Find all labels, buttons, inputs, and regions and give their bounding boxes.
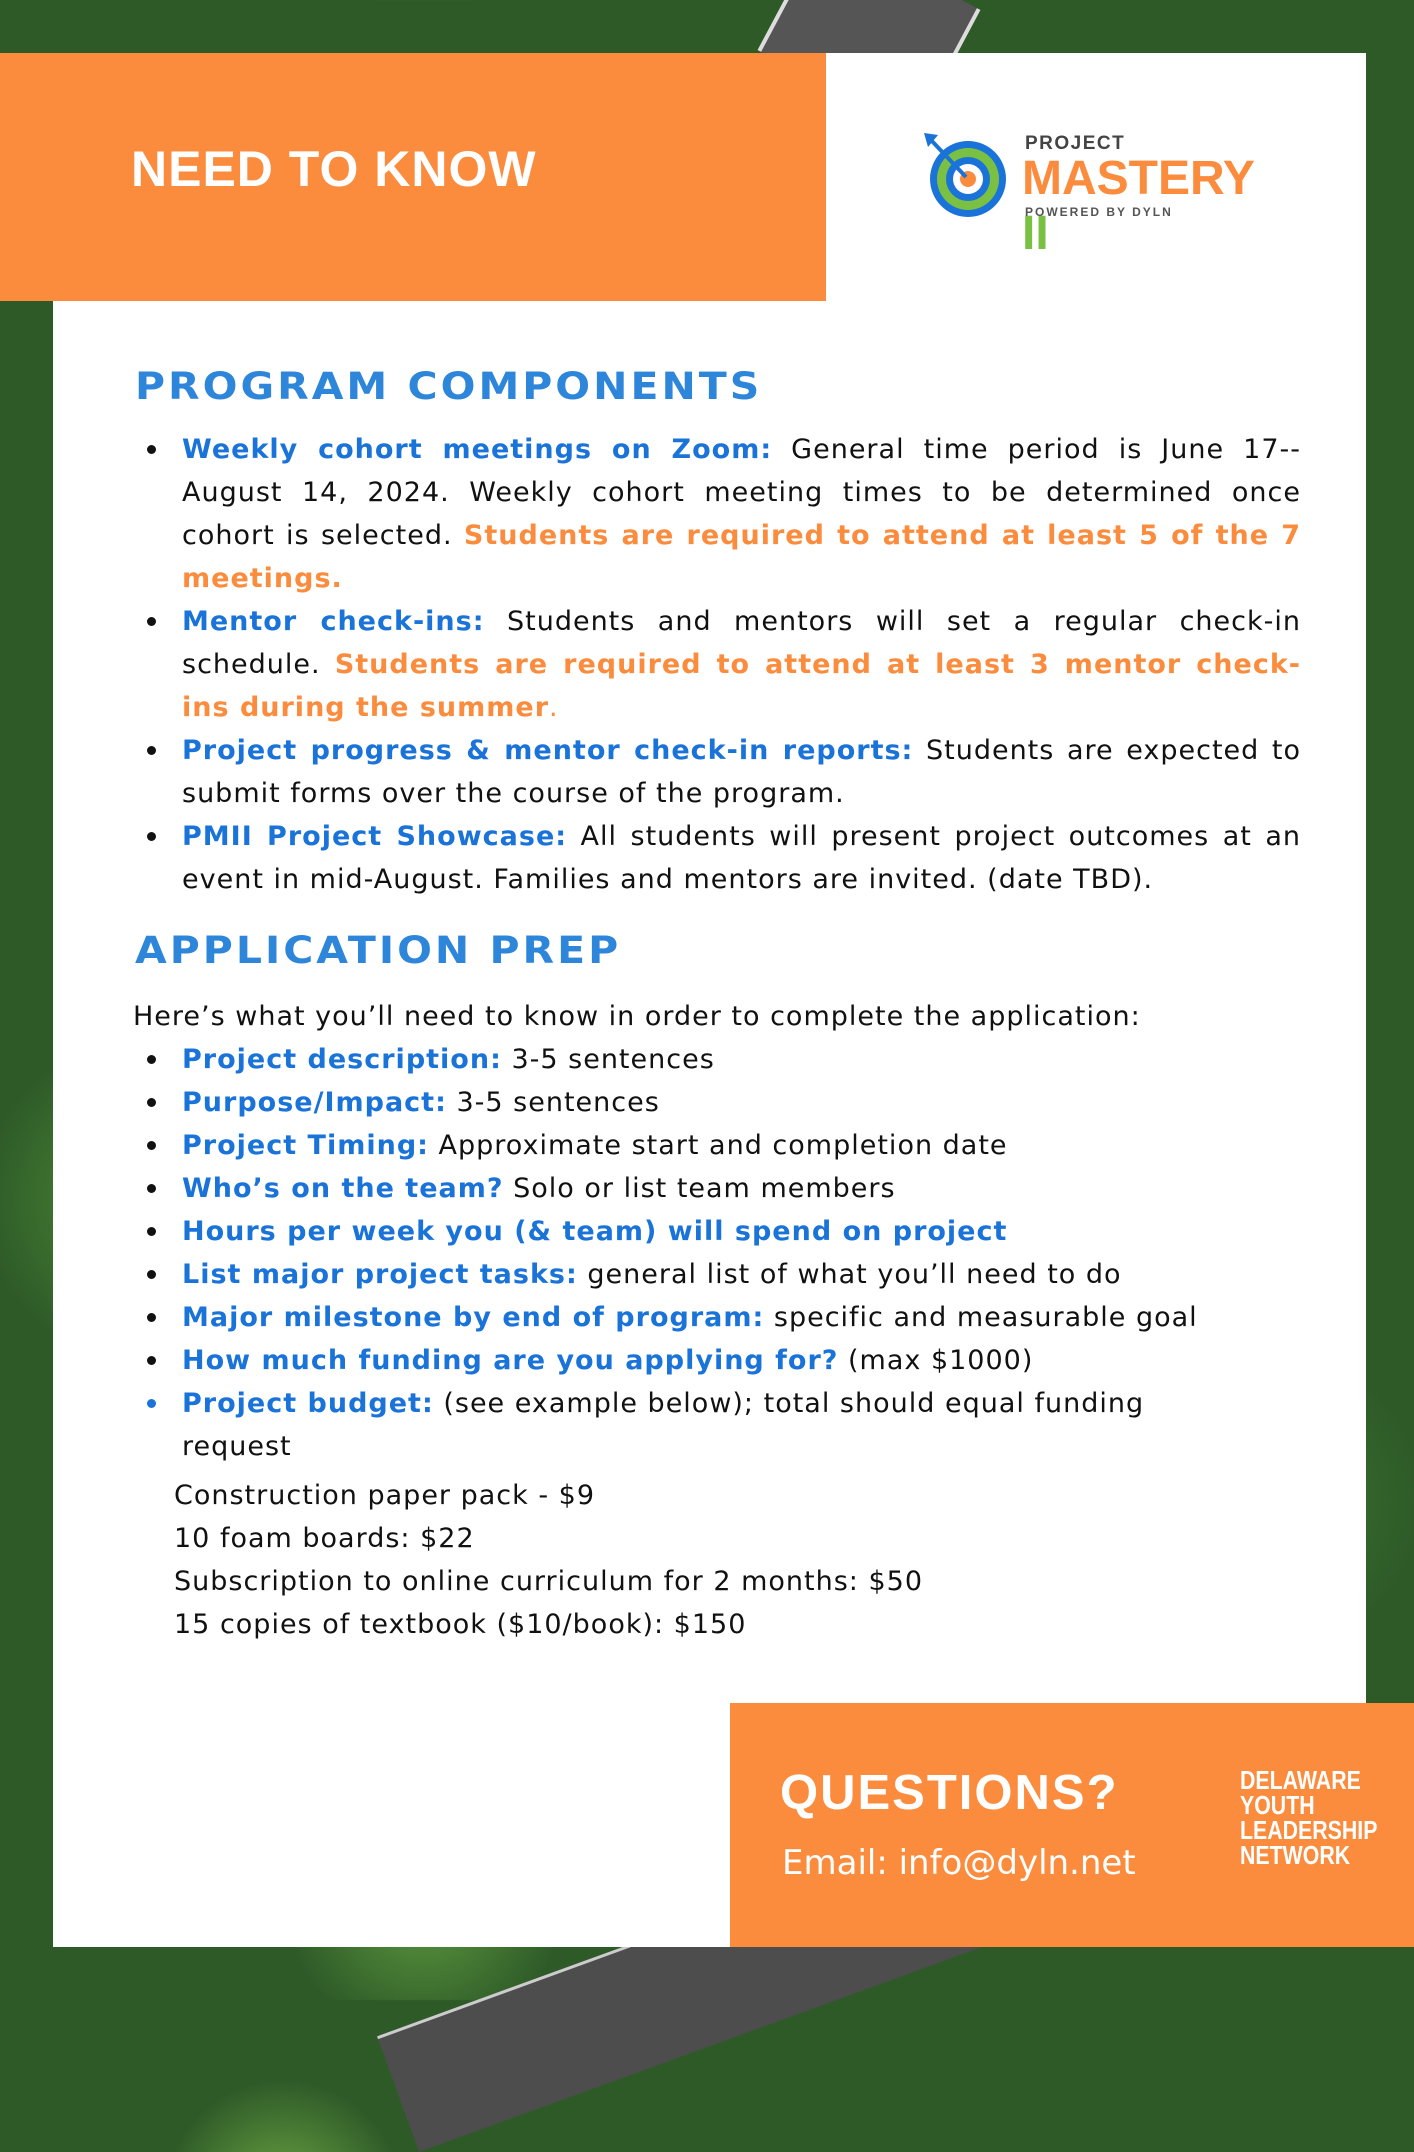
list-item: PMII Project Showcase: All students will present project outcomes at an event in mid-August. Families and mentors are invited. (date TBD). (135, 815, 1301, 901)
list-item: Project progress & mentor check-in reports: Students are expected to submit forms over the course of the program. (135, 729, 1301, 815)
target-icon (920, 131, 1010, 221)
list-item: Project description: 3-5 sentences (135, 1038, 1255, 1081)
budget-line: 15 copies of textbook ($10/book): $150 (174, 1609, 747, 1640)
budget-example (174, 1474, 923, 1646)
list-item: How much funding are you applying for? (max $1000) (135, 1339, 1255, 1382)
list-item: Purpose/Impact: 3-5 sentences (135, 1081, 1255, 1124)
list-item: Project Timing: Approximate start and completion date (135, 1124, 1255, 1167)
list-item: Mentor check-ins: Students and mentors will set a regular check-in schedule. Students are required to attend at least 3 mentor check-ins during the summer. (135, 600, 1301, 729)
program-components-list (135, 428, 1301, 901)
logo-project-text: PROJECT (1025, 133, 1126, 154)
contact-email[interactable]: Email: info@dyln.net (782, 1843, 1136, 1883)
budget-line: Construction paper pack - $9 (174, 1480, 596, 1511)
list-item: Who’s on the team? Solo or list team members (135, 1167, 1255, 1210)
application-prep-list (135, 1038, 1255, 1468)
budget-line: Subscription to online curriculum for 2 months: $50 (174, 1566, 923, 1597)
program-components-heading: PROGRAM COMPONENTS (135, 363, 763, 409)
application-prep-heading: APPLICATION PREP (135, 927, 622, 973)
page-title: NEED TO KNOW (131, 141, 537, 197)
list-item: Weekly cohort meetings on Zoom: General time period is June 17-- August 14, 2024. Weekly cohort meeting times to be determined once cohort is selected. Students are required to attend at least 5 of the 7 meetings. (135, 428, 1301, 600)
list-item: Project budget: (see example below); total should equal funding request (135, 1382, 1255, 1468)
list-item: List major project tasks: general list of what you’ll need to do (135, 1253, 1255, 1296)
list-item: Hours per week you (& team) will spend on project (135, 1210, 1255, 1253)
list-item: Major milestone by end of program: specific and measurable goal (135, 1296, 1255, 1339)
logo-powered-text: POWERED BY DYLN (1025, 205, 1173, 219)
dyln-logo: DELAWARE YOUTH LEADERSHIP NETWORK (1240, 1765, 1378, 1870)
questions-heading: QUESTIONS? (780, 1766, 1119, 1820)
logo-mastery-text: MASTERY II (1022, 152, 1255, 260)
budget-line: 10 foam boards: $22 (174, 1523, 475, 1554)
project-mastery-logo (920, 125, 1280, 260)
application-prep-intro: Here’s what you’ll need to know in order to complete the application: (133, 1001, 1141, 1032)
